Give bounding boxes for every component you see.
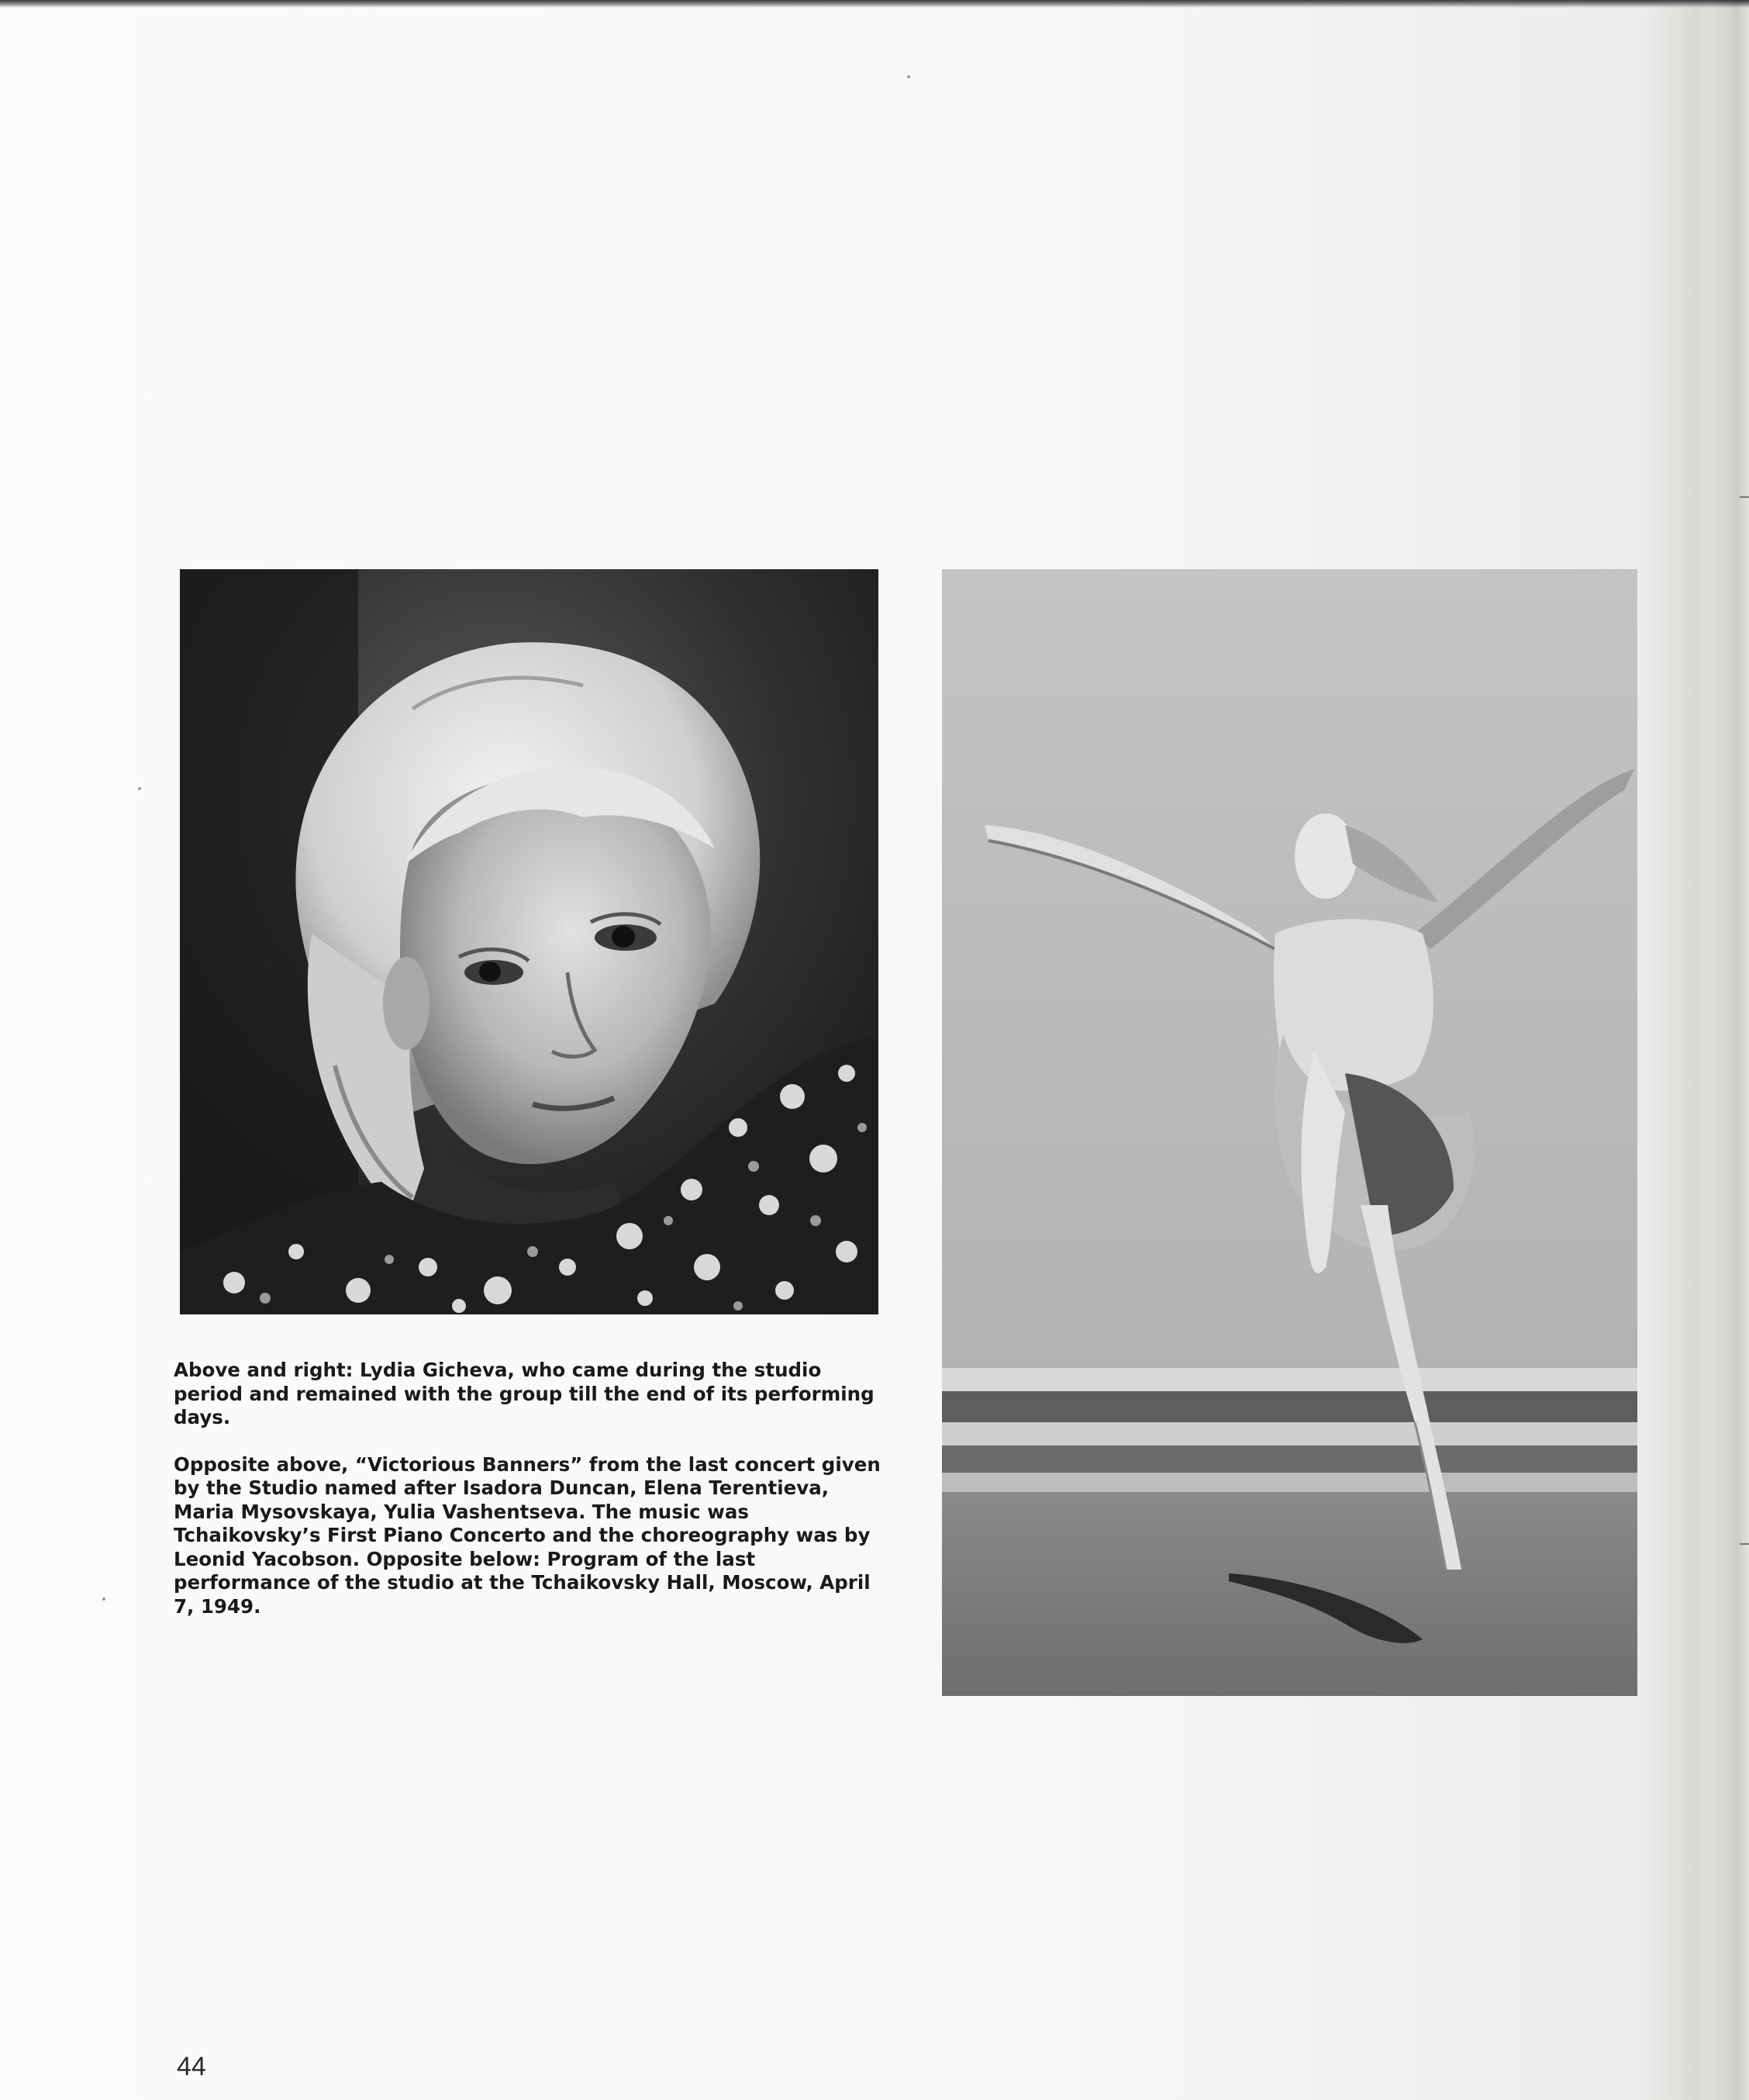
binding-mark <box>1740 1543 1749 1545</box>
binding-mark <box>1740 496 1749 498</box>
page-top-edge <box>0 0 1749 8</box>
caption-paragraph-1: Above and right: Lydia Gicheva, who came during the studio period and remained with the group till the end of its performing days. <box>174 1359 874 1428</box>
page-binding-shadow <box>1709 0 1749 2100</box>
caption-paragraph-2: Opposite above, “Victorious Banners” from the last concert given by the Studio named after Isadora Duncan, Elena Terentieva, Maria Mysovskaya, Yulia Vashentseva. The music was Tchaikovsky’s First Piano Concerto and the choreography was by Leonid Yacobson. Opposite below: Program of the last performance of the studio at the Tchaikovsky Hall, Moscow, April 7, 1949. <box>174 1452 881 1618</box>
paper-speck <box>138 787 141 790</box>
portrait-photo-icon <box>180 569 878 1314</box>
photo-caption <box>174 1359 887 1642</box>
portrait-photo <box>180 569 878 1314</box>
page-number: 44 <box>177 2052 206 2081</box>
paper-speck <box>102 1597 105 1601</box>
paper-speck <box>907 75 910 78</box>
dancer-photo <box>942 569 1637 1696</box>
dancer-photo-icon <box>942 569 1637 1696</box>
